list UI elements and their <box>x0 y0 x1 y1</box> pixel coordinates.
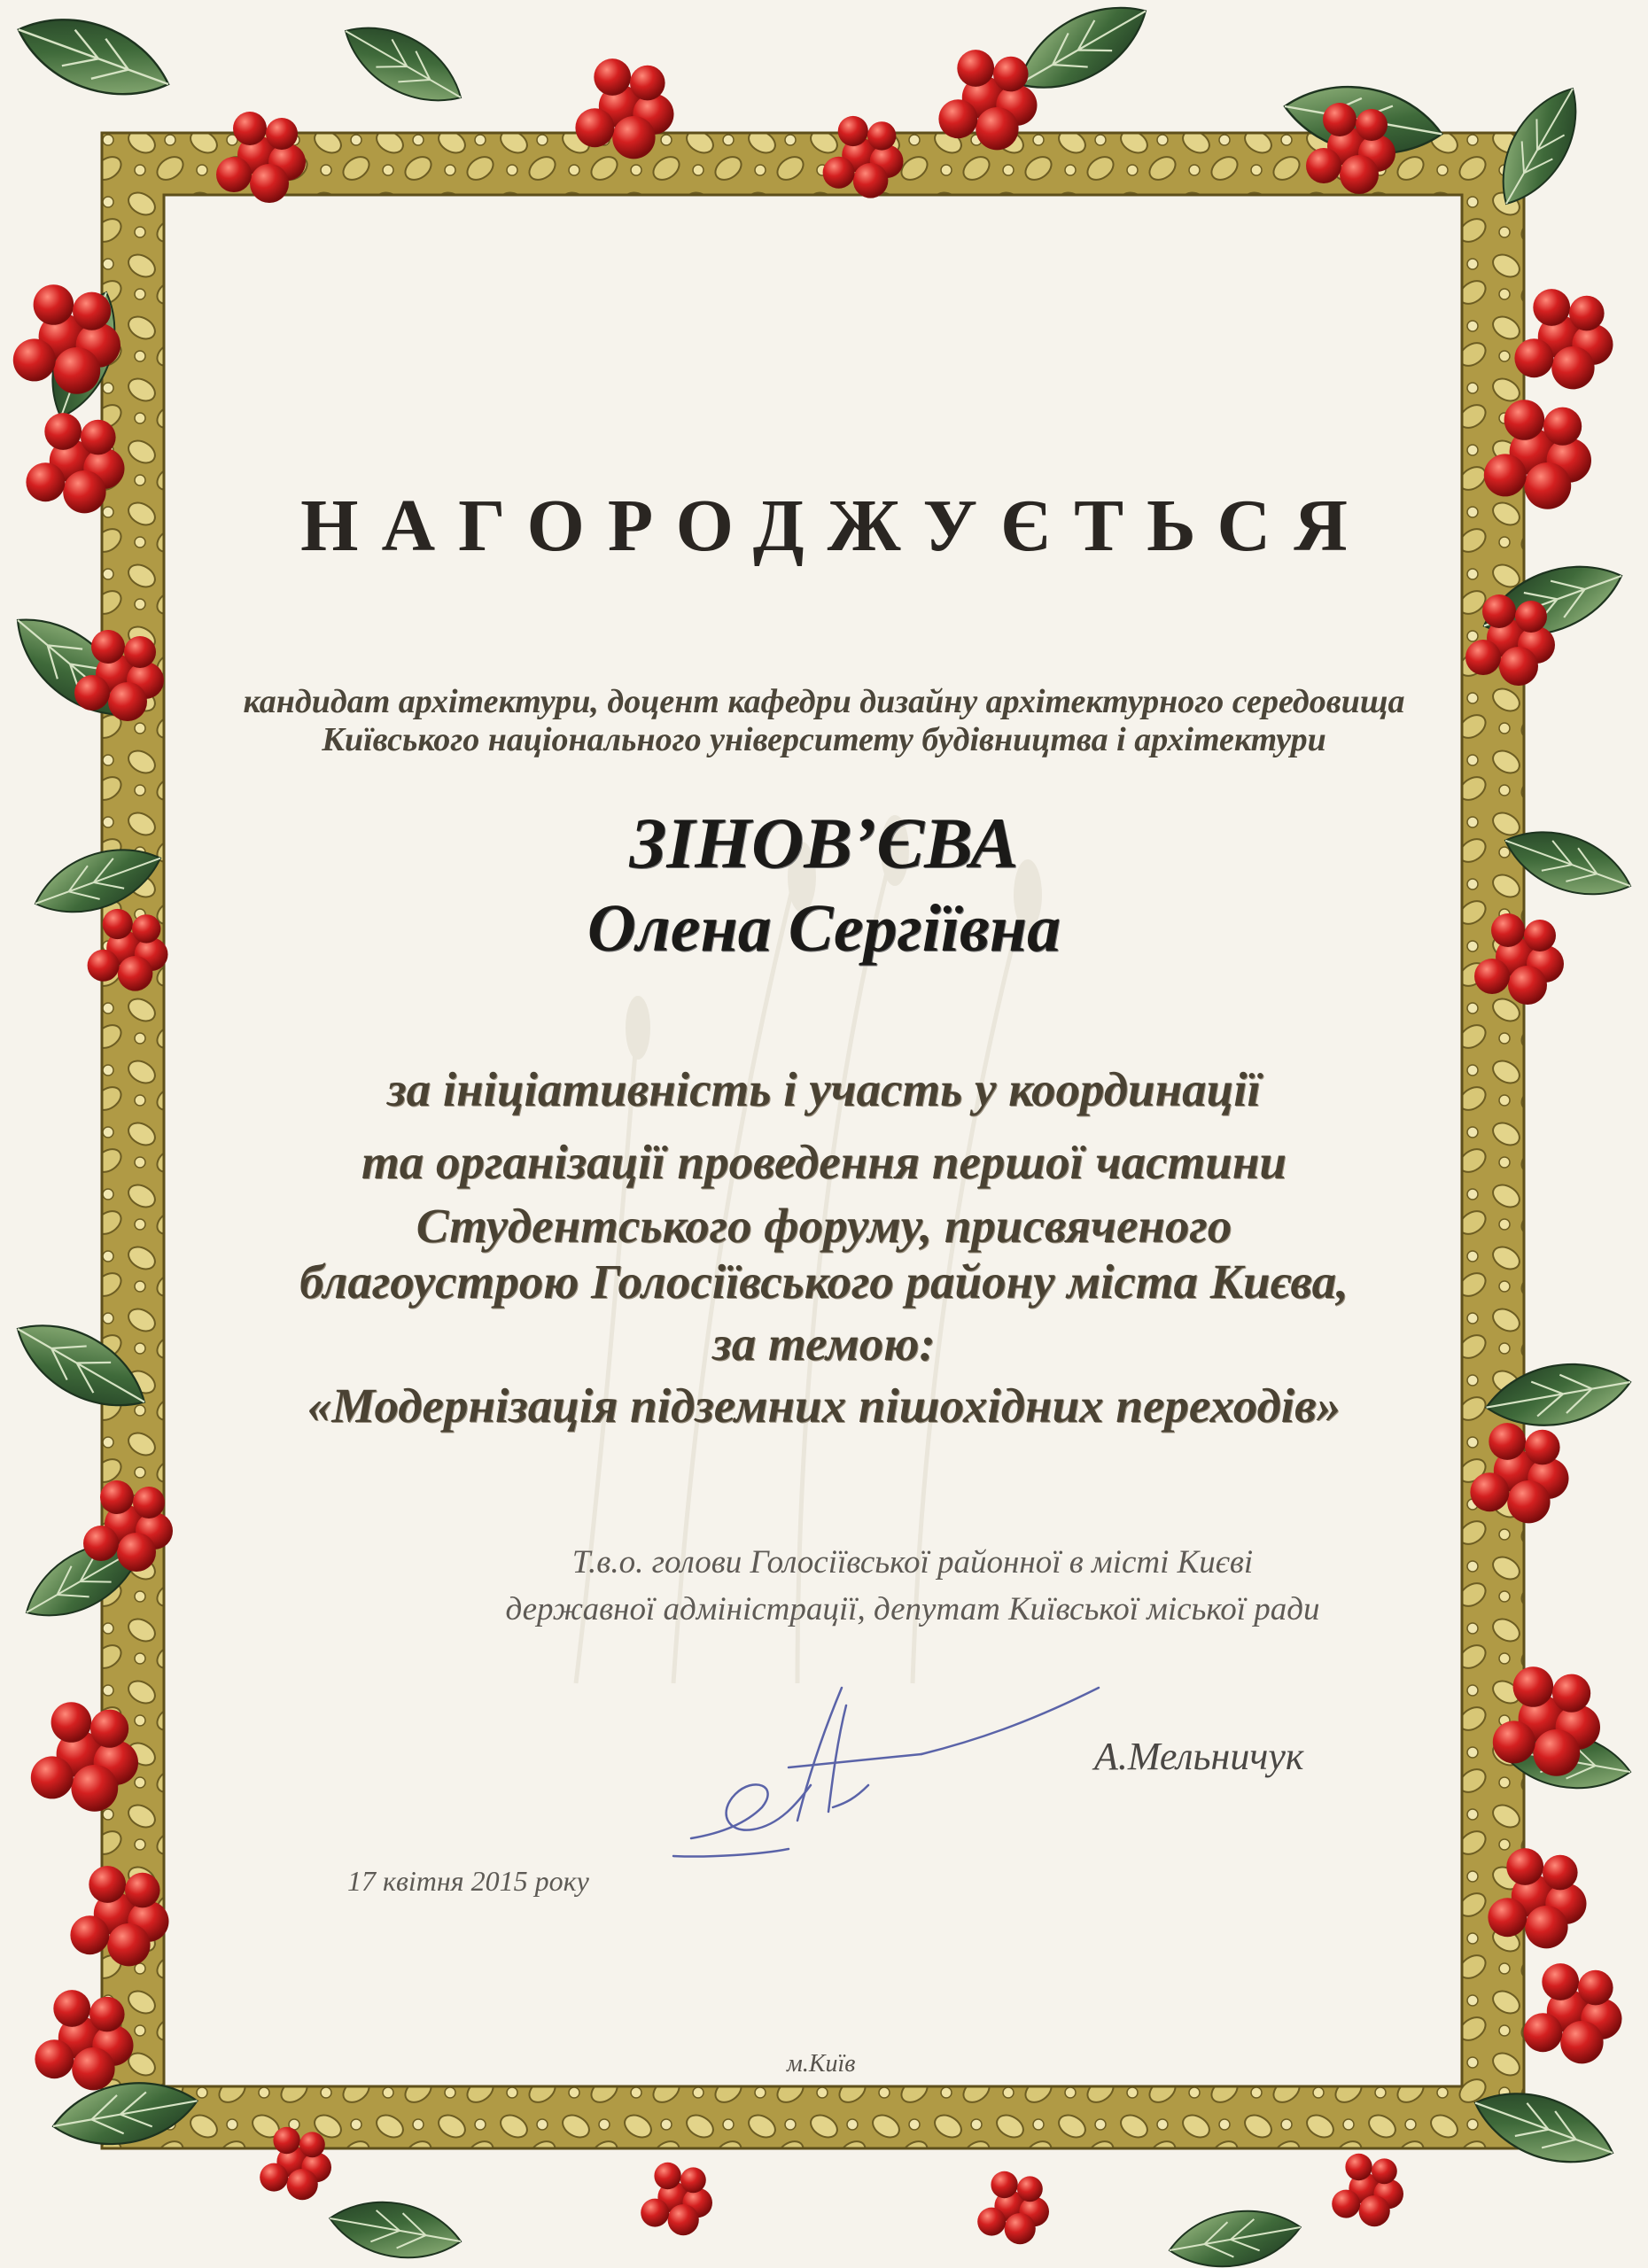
recipient-given-names: Олена Сергіївна <box>587 891 1061 966</box>
award-reason-line-4: благоустрою Голосіївського району міста Києва, <box>299 1254 1349 1309</box>
award-reason-line-6: «Модернізація підземних пішохідних переходів» <box>307 1379 1341 1433</box>
recipient-surname: ЗІНОВ’ЄВА <box>629 803 1019 883</box>
award-reason-line-5: за темою: <box>712 1317 936 1371</box>
signer-title-line-1: Т.в.о. голови Голосіївської районної в місті Києві <box>571 1544 1254 1581</box>
award-reason-line-1: за ініціативність і участь у координації <box>387 1062 1261 1116</box>
signer-title-line-2: державної адміністрації, депутат Київської міської ради <box>505 1591 1320 1627</box>
award-reason-line-2: та організації проведення першої частини <box>361 1135 1287 1189</box>
recipient-position-line-1: кандидат архітектури, доцент кафедри дизайну архітектурного середовища <box>243 683 1405 720</box>
handwritten-signature <box>656 1652 1116 1900</box>
recipient-position-line-2: Київського національного університету будівництва і архітектури <box>322 721 1326 758</box>
award-reason-line-3: Студентського форуму, присвяченого <box>416 1199 1232 1253</box>
issue-place: м.Київ <box>787 2050 856 2078</box>
issue-date: 17 квітня 2015 року <box>347 1865 589 1897</box>
award-heading: НАГОРОДЖУЄТЬСЯ <box>300 485 1371 567</box>
signer-name: А.Мельничук <box>1094 1735 1304 1778</box>
